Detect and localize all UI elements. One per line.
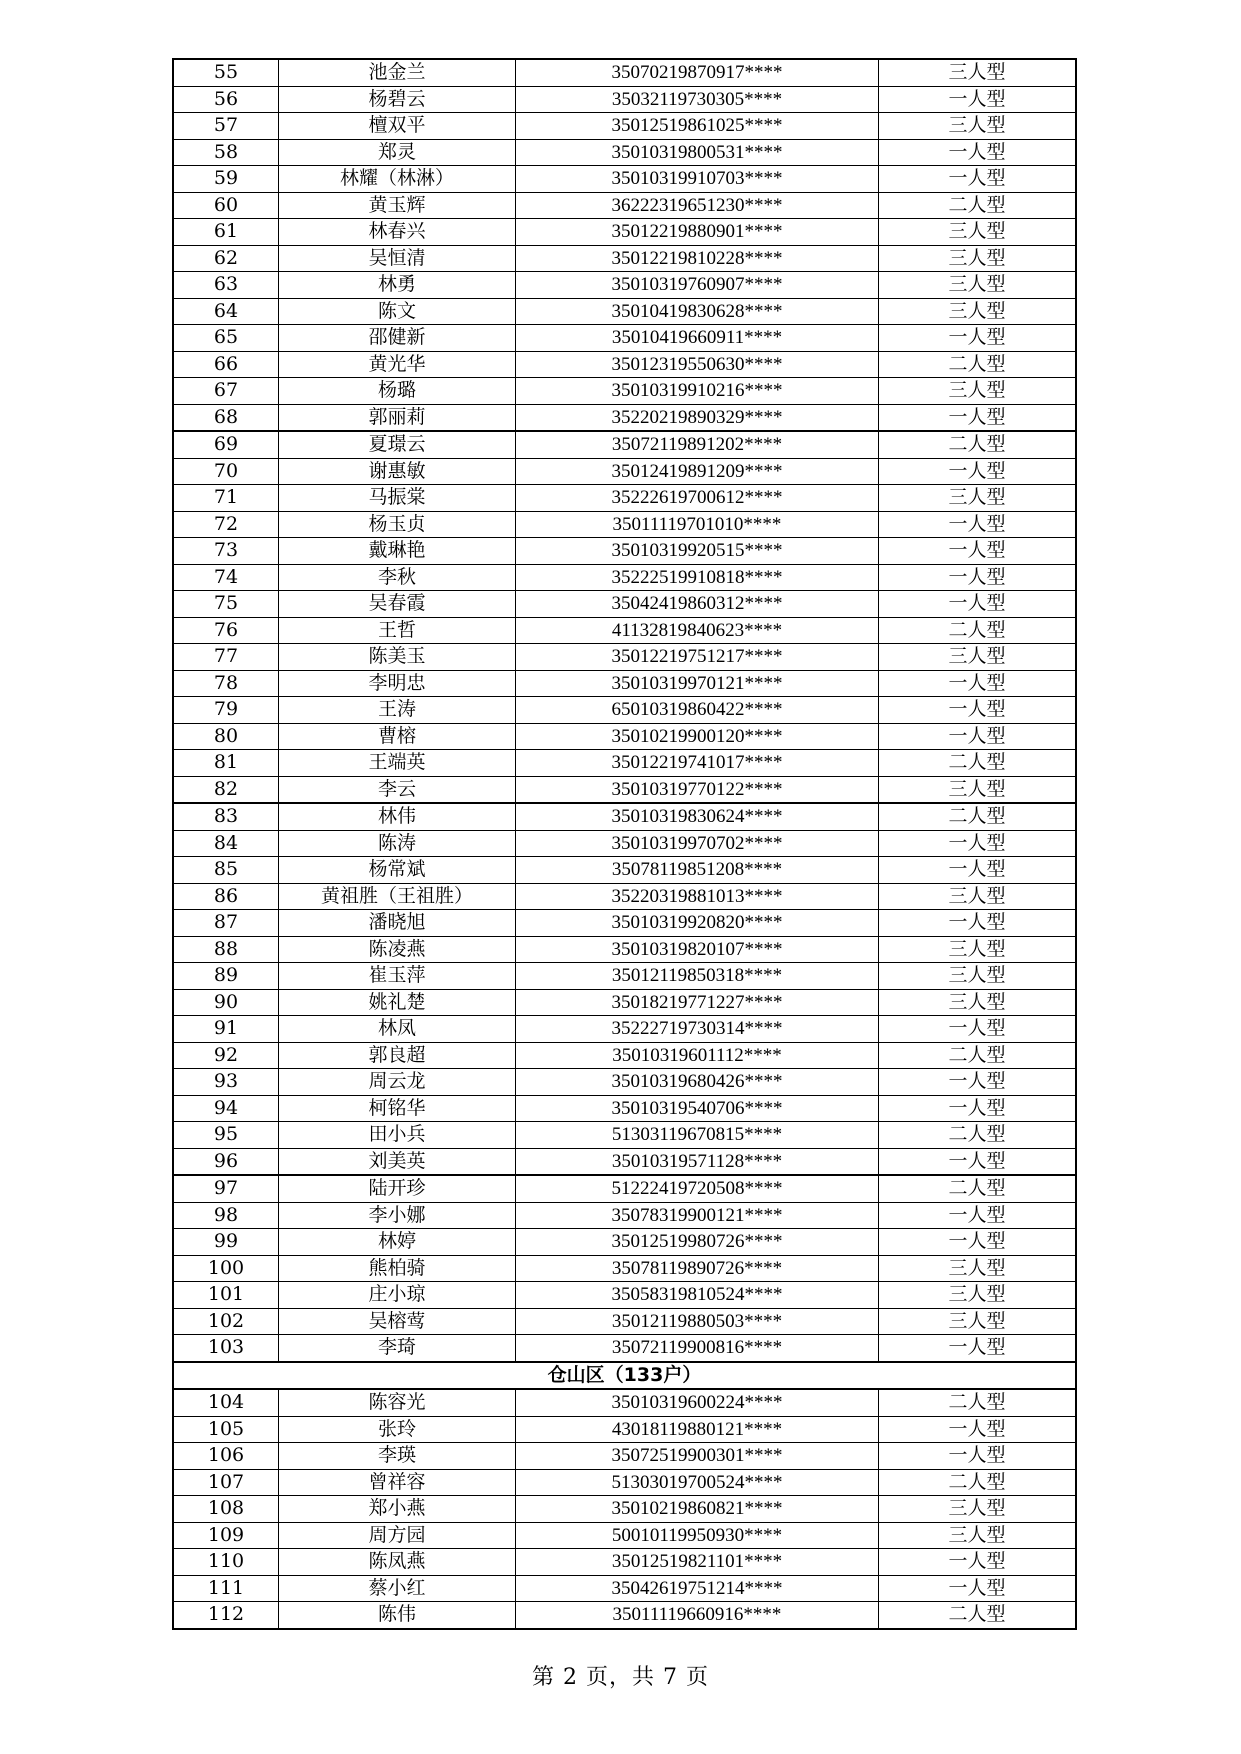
household-type-cell: 一人型	[879, 1416, 1077, 1443]
household-type-cell: 一人型	[879, 1335, 1077, 1362]
name-cell: 檀双平	[279, 113, 516, 140]
name-cell: 林伟	[279, 803, 516, 830]
row-number-cell: 70	[173, 458, 279, 485]
household-type-cell: 一人型	[879, 697, 1077, 724]
table-row	[173, 139, 1076, 166]
table-row	[173, 803, 1076, 830]
household-type-cell: 三人型	[879, 378, 1077, 405]
name-cell: 柯铭华	[279, 1095, 516, 1122]
table-row	[173, 1255, 1076, 1282]
household-type-cell: 一人型	[879, 458, 1077, 485]
row-number-cell: 97	[173, 1175, 279, 1202]
id-number-cell: 35012219880901****	[516, 219, 879, 246]
household-type-cell: 一人型	[879, 166, 1077, 193]
table-row	[173, 830, 1076, 857]
table-row	[173, 1095, 1076, 1122]
name-cell: 黄玉辉	[279, 192, 516, 219]
table-row	[173, 1042, 1076, 1069]
household-type-cell: 一人型	[879, 325, 1077, 352]
name-cell: 吴恒清	[279, 245, 516, 272]
id-number-cell: 35220319881013****	[516, 883, 879, 910]
id-number-cell: 35010319680426****	[516, 1069, 879, 1096]
household-type-cell: 一人型	[879, 538, 1077, 565]
table-row	[173, 59, 1076, 86]
id-number-cell: 35010319910216****	[516, 378, 879, 405]
id-number-cell: 35012219751217****	[516, 644, 879, 671]
household-type-cell: 一人型	[879, 1443, 1077, 1470]
table-row	[173, 936, 1076, 963]
table-row	[173, 776, 1076, 803]
table-row	[173, 1389, 1076, 1416]
id-number-cell: 35222719730314****	[516, 1016, 879, 1043]
id-number-cell: 35010319920515****	[516, 538, 879, 565]
household-type-cell: 一人型	[879, 670, 1077, 697]
table-row	[173, 617, 1076, 644]
name-cell: 夏璟云	[279, 431, 516, 458]
household-type-cell: 二人型	[879, 431, 1077, 458]
id-number-cell: 35078119851208****	[516, 857, 879, 884]
applicant-table	[172, 58, 1077, 1630]
table-row	[173, 245, 1076, 272]
row-number-cell: 64	[173, 298, 279, 325]
name-cell: 陈文	[279, 298, 516, 325]
row-number-cell: 91	[173, 1016, 279, 1043]
table-row	[173, 591, 1076, 618]
table-row	[173, 1202, 1076, 1229]
name-cell: 陈容光	[279, 1389, 516, 1416]
row-number-cell: 109	[173, 1522, 279, 1549]
table-row	[173, 219, 1076, 246]
id-number-cell: 50010119950930****	[516, 1522, 879, 1549]
household-type-cell: 三人型	[879, 1522, 1077, 1549]
id-number-cell: 41132819840623****	[516, 617, 879, 644]
row-number-cell: 110	[173, 1549, 279, 1576]
name-cell: 杨常斌	[279, 857, 516, 884]
page-footer: 第 2 页，共 7 页	[532, 1665, 709, 1690]
id-number-cell: 35018219771227****	[516, 989, 879, 1016]
table-row	[173, 989, 1076, 1016]
row-number-cell: 83	[173, 803, 279, 830]
id-number-cell: 35072519900301****	[516, 1443, 879, 1470]
id-number-cell: 36222319651230****	[516, 192, 879, 219]
row-number-cell: 94	[173, 1095, 279, 1122]
name-cell: 曾祥容	[279, 1469, 516, 1496]
table-row	[173, 325, 1076, 352]
id-number-cell: 35078119890726****	[516, 1255, 879, 1282]
row-number-cell: 103	[173, 1335, 279, 1362]
district-section	[173, 1362, 1076, 1390]
table-row	[173, 1282, 1076, 1309]
id-number-cell: 35010319760907****	[516, 272, 879, 299]
id-number-cell: 35010319910703****	[516, 166, 879, 193]
id-number-cell: 35010319830624****	[516, 803, 879, 830]
household-type-cell: 三人型	[879, 963, 1077, 990]
name-cell: 李小娜	[279, 1202, 516, 1229]
table-row	[173, 750, 1076, 777]
name-cell: 陈凤燕	[279, 1549, 516, 1576]
table-row	[173, 697, 1076, 724]
id-number-cell: 35010319820107****	[516, 936, 879, 963]
table-row	[173, 1443, 1076, 1470]
household-type-cell: 三人型	[879, 989, 1077, 1016]
table-row	[173, 1416, 1076, 1443]
row-number-cell: 111	[173, 1575, 279, 1602]
row-number-cell: 71	[173, 485, 279, 512]
row-number-cell: 92	[173, 1042, 279, 1069]
name-cell: 王涛	[279, 697, 516, 724]
household-type-cell: 二人型	[879, 1602, 1077, 1629]
table-row	[173, 1122, 1076, 1149]
row-number-cell: 73	[173, 538, 279, 565]
table-row	[173, 1229, 1076, 1256]
row-number-cell: 57	[173, 113, 279, 140]
name-cell: 李琦	[279, 1335, 516, 1362]
id-number-cell: 35010219860821****	[516, 1496, 879, 1523]
id-number-cell: 35010319800531****	[516, 139, 879, 166]
id-number-cell: 35010319571128****	[516, 1148, 879, 1175]
id-number-cell: 35222619700612****	[516, 485, 879, 512]
name-cell: 崔玉萍	[279, 963, 516, 990]
table-row	[173, 1469, 1076, 1496]
name-cell: 马振棠	[279, 485, 516, 512]
row-number-cell: 88	[173, 936, 279, 963]
household-type-cell: 三人型	[879, 298, 1077, 325]
household-type-cell: 三人型	[879, 1308, 1077, 1335]
household-type-cell: 二人型	[879, 1122, 1077, 1149]
row-number-cell: 108	[173, 1496, 279, 1523]
id-number-cell: 35010419660911****	[516, 325, 879, 352]
household-type-cell: 一人型	[879, 1202, 1077, 1229]
table-row	[173, 431, 1076, 458]
name-cell: 张玲	[279, 1416, 516, 1443]
row-number-cell: 96	[173, 1148, 279, 1175]
household-type-cell: 一人型	[879, 1016, 1077, 1043]
id-number-cell: 35012319550630****	[516, 351, 879, 378]
table-row	[173, 1549, 1076, 1576]
household-type-cell: 三人型	[879, 59, 1077, 86]
name-cell: 邵健新	[279, 325, 516, 352]
name-cell: 林春兴	[279, 219, 516, 246]
household-type-cell: 二人型	[879, 803, 1077, 830]
household-type-cell: 一人型	[879, 564, 1077, 591]
applicant-rows-section-1	[173, 59, 1076, 1362]
table-row	[173, 1496, 1076, 1523]
table-row	[173, 564, 1076, 591]
table-row	[173, 378, 1076, 405]
id-number-cell: 51222419720508****	[516, 1175, 879, 1202]
name-cell: 蔡小红	[279, 1575, 516, 1602]
name-cell: 陈凌燕	[279, 936, 516, 963]
table-row	[173, 272, 1076, 299]
household-type-cell: 二人型	[879, 750, 1077, 777]
table-row	[173, 166, 1076, 193]
table-row	[173, 723, 1076, 750]
row-number-cell: 98	[173, 1202, 279, 1229]
row-number-cell: 63	[173, 272, 279, 299]
name-cell: 林勇	[279, 272, 516, 299]
id-number-cell: 35070219870917****	[516, 59, 879, 86]
id-number-cell: 43018119880121****	[516, 1416, 879, 1443]
table-row	[173, 404, 1076, 431]
id-number-cell: 35010219900120****	[516, 723, 879, 750]
household-type-cell: 一人型	[879, 1575, 1077, 1602]
table-row	[173, 1175, 1076, 1202]
household-type-cell: 一人型	[879, 404, 1077, 431]
name-cell: 杨璐	[279, 378, 516, 405]
table-row	[173, 1016, 1076, 1043]
table-row	[173, 670, 1076, 697]
row-number-cell: 78	[173, 670, 279, 697]
row-number-cell: 76	[173, 617, 279, 644]
household-type-cell: 一人型	[879, 910, 1077, 937]
name-cell: 庄小琼	[279, 1282, 516, 1309]
household-type-cell: 三人型	[879, 485, 1077, 512]
household-type-cell: 一人型	[879, 591, 1077, 618]
id-number-cell: 35010319970121****	[516, 670, 879, 697]
row-number-cell: 77	[173, 644, 279, 671]
household-type-cell: 三人型	[879, 245, 1077, 272]
id-number-cell: 65010319860422****	[516, 697, 879, 724]
id-number-cell: 35012119850318****	[516, 963, 879, 990]
table-row	[173, 1148, 1076, 1175]
section-header-row	[173, 1362, 1076, 1390]
household-type-cell: 一人型	[879, 1148, 1077, 1175]
name-cell: 杨玉贞	[279, 511, 516, 538]
household-type-cell: 二人型	[879, 1042, 1077, 1069]
row-number-cell: 55	[173, 59, 279, 86]
name-cell: 陈涛	[279, 830, 516, 857]
household-type-cell: 一人型	[879, 511, 1077, 538]
row-number-cell: 106	[173, 1443, 279, 1470]
id-number-cell: 35012519821101****	[516, 1549, 879, 1576]
name-cell: 曹榕	[279, 723, 516, 750]
table-row	[173, 883, 1076, 910]
id-number-cell: 35012119880503****	[516, 1308, 879, 1335]
name-cell: 王端英	[279, 750, 516, 777]
table-row	[173, 1335, 1076, 1362]
id-number-cell: 35032119730305****	[516, 86, 879, 113]
household-type-cell: 三人型	[879, 219, 1077, 246]
name-cell: 郑小燕	[279, 1496, 516, 1523]
household-type-cell: 三人型	[879, 644, 1077, 671]
name-cell: 周云龙	[279, 1069, 516, 1096]
table-row	[173, 298, 1076, 325]
household-type-cell: 一人型	[879, 86, 1077, 113]
row-number-cell: 107	[173, 1469, 279, 1496]
name-cell: 郭丽莉	[279, 404, 516, 431]
row-number-cell: 75	[173, 591, 279, 618]
name-cell: 李明忠	[279, 670, 516, 697]
name-cell: 杨碧云	[279, 86, 516, 113]
row-number-cell: 85	[173, 857, 279, 884]
household-type-cell: 三人型	[879, 1255, 1077, 1282]
id-number-cell: 35010319920820****	[516, 910, 879, 937]
id-number-cell: 35078319900121****	[516, 1202, 879, 1229]
row-number-cell: 67	[173, 378, 279, 405]
household-type-cell: 一人型	[879, 857, 1077, 884]
name-cell: 黄祖胜（王祖胜）	[279, 883, 516, 910]
table-row	[173, 86, 1076, 113]
id-number-cell: 35011119660916****	[516, 1602, 879, 1629]
table-row	[173, 963, 1076, 990]
name-cell: 李云	[279, 776, 516, 803]
household-type-cell: 三人型	[879, 1496, 1077, 1523]
id-number-cell: 35220219890329****	[516, 404, 879, 431]
name-cell: 田小兵	[279, 1122, 516, 1149]
name-cell: 林婷	[279, 1229, 516, 1256]
name-cell: 林凤	[279, 1016, 516, 1043]
name-cell: 周方园	[279, 1522, 516, 1549]
household-type-cell: 一人型	[879, 139, 1077, 166]
household-type-cell: 一人型	[879, 1229, 1077, 1256]
row-number-cell: 74	[173, 564, 279, 591]
household-type-cell: 三人型	[879, 113, 1077, 140]
household-type-cell: 一人型	[879, 830, 1077, 857]
table-row	[173, 1575, 1076, 1602]
name-cell: 林耀（林淋）	[279, 166, 516, 193]
table-row	[173, 538, 1076, 565]
name-cell: 陈伟	[279, 1602, 516, 1629]
row-number-cell: 99	[173, 1229, 279, 1256]
name-cell: 刘美英	[279, 1148, 516, 1175]
table-row	[173, 1522, 1076, 1549]
id-number-cell: 35012219810228****	[516, 245, 879, 272]
household-type-cell: 一人型	[879, 1095, 1077, 1122]
household-type-cell: 二人型	[879, 1389, 1077, 1416]
household-type-cell: 二人型	[879, 1175, 1077, 1202]
row-number-cell: 66	[173, 351, 279, 378]
household-type-cell: 二人型	[879, 192, 1077, 219]
row-number-cell: 87	[173, 910, 279, 937]
id-number-cell: 35058319810524****	[516, 1282, 879, 1309]
row-number-cell: 61	[173, 219, 279, 246]
id-number-cell: 35010319540706****	[516, 1095, 879, 1122]
row-number-cell: 82	[173, 776, 279, 803]
id-number-cell: 35072119900816****	[516, 1335, 879, 1362]
id-number-cell: 35042419860312****	[516, 591, 879, 618]
name-cell: 吴榕莺	[279, 1308, 516, 1335]
table-row	[173, 511, 1076, 538]
table-row	[173, 351, 1076, 378]
name-cell: 李秋	[279, 564, 516, 591]
name-cell: 谢惠敏	[279, 458, 516, 485]
table-row	[173, 644, 1076, 671]
row-number-cell: 60	[173, 192, 279, 219]
household-type-cell: 二人型	[879, 351, 1077, 378]
id-number-cell: 35012519861025****	[516, 113, 879, 140]
row-number-cell: 69	[173, 431, 279, 458]
id-number-cell: 35010319970702****	[516, 830, 879, 857]
id-number-cell: 35072119891202****	[516, 431, 879, 458]
household-type-cell: 三人型	[879, 1282, 1077, 1309]
row-number-cell: 80	[173, 723, 279, 750]
row-number-cell: 58	[173, 139, 279, 166]
table-row	[173, 113, 1076, 140]
id-number-cell: 35010319770122****	[516, 776, 879, 803]
household-type-cell: 一人型	[879, 1549, 1077, 1576]
id-number-cell: 51303119670815****	[516, 1122, 879, 1149]
table-row	[173, 1069, 1076, 1096]
table-row	[173, 458, 1076, 485]
id-number-cell: 35012219741017****	[516, 750, 879, 777]
row-number-cell: 100	[173, 1255, 279, 1282]
applicant-rows-section-2	[173, 1389, 1076, 1629]
row-number-cell: 68	[173, 404, 279, 431]
table-row	[173, 485, 1076, 512]
id-number-cell: 35012419891209****	[516, 458, 879, 485]
name-cell: 郭良超	[279, 1042, 516, 1069]
household-type-cell: 二人型	[879, 617, 1077, 644]
row-number-cell: 79	[173, 697, 279, 724]
id-number-cell: 51303019700524****	[516, 1469, 879, 1496]
id-number-cell: 35042619751214****	[516, 1575, 879, 1602]
row-number-cell: 104	[173, 1389, 279, 1416]
name-cell: 陆开珍	[279, 1175, 516, 1202]
name-cell: 姚礼楚	[279, 989, 516, 1016]
household-type-cell: 三人型	[879, 883, 1077, 910]
household-type-cell: 一人型	[879, 1069, 1077, 1096]
row-number-cell: 101	[173, 1282, 279, 1309]
row-number-cell: 81	[173, 750, 279, 777]
table-row	[173, 1602, 1076, 1629]
household-type-cell: 三人型	[879, 776, 1077, 803]
name-cell: 王哲	[279, 617, 516, 644]
name-cell: 李瑛	[279, 1443, 516, 1470]
row-number-cell: 86	[173, 883, 279, 910]
row-number-cell: 93	[173, 1069, 279, 1096]
name-cell: 黄光华	[279, 351, 516, 378]
household-type-cell: 三人型	[879, 936, 1077, 963]
household-type-cell: 三人型	[879, 272, 1077, 299]
row-number-cell: 65	[173, 325, 279, 352]
row-number-cell: 105	[173, 1416, 279, 1443]
table-row	[173, 857, 1076, 884]
name-cell: 陈美玉	[279, 644, 516, 671]
row-number-cell: 84	[173, 830, 279, 857]
section-header: 仓山区（133户）	[173, 1362, 1076, 1390]
row-number-cell: 89	[173, 963, 279, 990]
row-number-cell: 56	[173, 86, 279, 113]
row-number-cell: 102	[173, 1308, 279, 1335]
household-type-cell: 一人型	[879, 723, 1077, 750]
id-number-cell: 35222519910818****	[516, 564, 879, 591]
id-number-cell: 35010319600224****	[516, 1389, 879, 1416]
name-cell: 池金兰	[279, 59, 516, 86]
row-number-cell: 62	[173, 245, 279, 272]
id-number-cell: 35010419830628****	[516, 298, 879, 325]
row-number-cell: 59	[173, 166, 279, 193]
row-number-cell: 95	[173, 1122, 279, 1149]
id-number-cell: 35010319601112****	[516, 1042, 879, 1069]
id-number-cell: 35012519980726****	[516, 1229, 879, 1256]
name-cell: 吴春霞	[279, 591, 516, 618]
row-number-cell: 112	[173, 1602, 279, 1629]
table-row	[173, 910, 1076, 937]
row-number-cell: 90	[173, 989, 279, 1016]
table-row	[173, 192, 1076, 219]
name-cell: 戴琳艳	[279, 538, 516, 565]
household-type-cell: 二人型	[879, 1469, 1077, 1496]
name-cell: 郑灵	[279, 139, 516, 166]
name-cell: 潘晓旭	[279, 910, 516, 937]
table-row	[173, 1308, 1076, 1335]
row-number-cell: 72	[173, 511, 279, 538]
name-cell: 熊柏骑	[279, 1255, 516, 1282]
id-number-cell: 35011119701010****	[516, 511, 879, 538]
